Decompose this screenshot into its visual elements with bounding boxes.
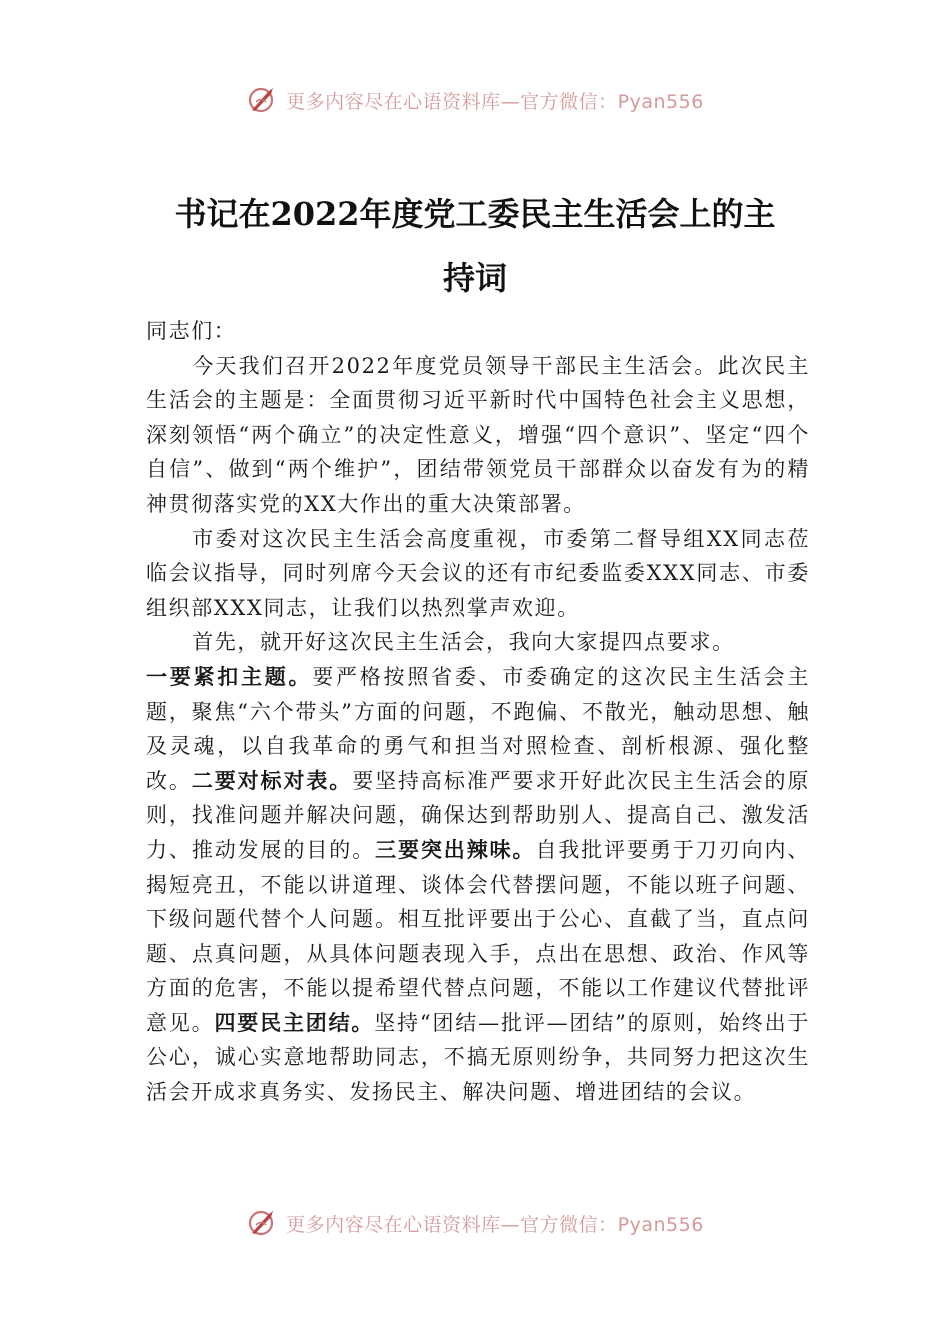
requirement-2-text: 要坚持高标准严要求开好此次民主生活会的原则，找准问题并解决问题，确保达到帮助别人、提高自己、激发活力、推动发展的目的。: [146, 768, 811, 862]
paragraph-attendees: 市委对这次民主生活会高度重视，市委第二督导组XX同志莅临会议指导，同时列席今天会议的还有市纪委监委XXX同志、市委组织部XXX同志，让我们以热烈掌声欢迎。: [146, 526, 810, 620]
watermark-text: 更多内容尽在心语资料库—官方微信：Pyan556: [286, 1213, 704, 1236]
requirement-4-heading: 四要民主团结。: [214, 1009, 375, 1035]
requirement-2-heading: 二要对标对表。: [191, 767, 353, 793]
requirement-3-text: 自我批评要勇于刀刃向内、揭短亮丑，不能以讲道理、谈体会代替摆问题，不能以班子问题、下级问题代替个人问题。相互批评要出于公心、直截了当，直点问题、点真问题，从具体问题表现入手，点出在思想、政治、作风等方面的危害，不能以提希望代替点问题，不能以工作建议代替批评意见。: [146, 837, 811, 1035]
requirement-1-text: 要严格按照省委、市委确定的这次民主生活会主题，聚焦“六个带头”方面的问题，不跑偏、不散光，触动思想、触及灵魂，以自我革命的勇气和担当对照检查、剖析根源、强化整改。: [146, 664, 810, 793]
footer-watermark: [0, 1207, 950, 1239]
paragraph-requirements-intro: 首先，就开好这次民主生活会，我向大家提四点要求。: [192, 630, 735, 655]
pen-nib-logo-icon: [246, 1207, 280, 1239]
pen-nib-logo-icon: [246, 84, 280, 116]
title-line-2: 持词: [442, 259, 507, 297]
paragraph-requirements: [146, 660, 810, 1110]
requirement-4-text: 坚持“团结—批评—团结”的原则，始终出于公心，诚心实意地帮助同志，不搞无原则纷争，共同努力把这次生活会开成求真务实、发扬民主、解决问题、增进团结的会议。: [146, 1010, 810, 1105]
title-line-1: 书记在2022年度党工委民主生活会上的主: [174, 195, 776, 233]
header-watermark: [0, 84, 950, 116]
requirement-3-heading: 三要突出辣味。: [375, 836, 536, 862]
requirement-1-heading: 一要紧扣主题。: [146, 663, 313, 689]
salutation: 同志们：: [146, 319, 237, 343]
document-body: [146, 314, 810, 1110]
paragraph-opening: 今天我们召开2022年度党员领导干部民主生活会。此次民主生活会的主题是：全面贯彻习近平新时代中国特色社会主义思想，深刻领悟“两个确立”的决定性意义，增强“四个意识”、坚定“四个自信”、做到“两个维护”，团结带领党员干部群众以奋发有为的精神贯彻落实党的XX大作出的重大决策部署。: [146, 353, 810, 516]
watermark-text: 更多内容尽在心语资料库—官方微信：Pyan556: [286, 90, 704, 113]
document-title: [120, 182, 830, 310]
